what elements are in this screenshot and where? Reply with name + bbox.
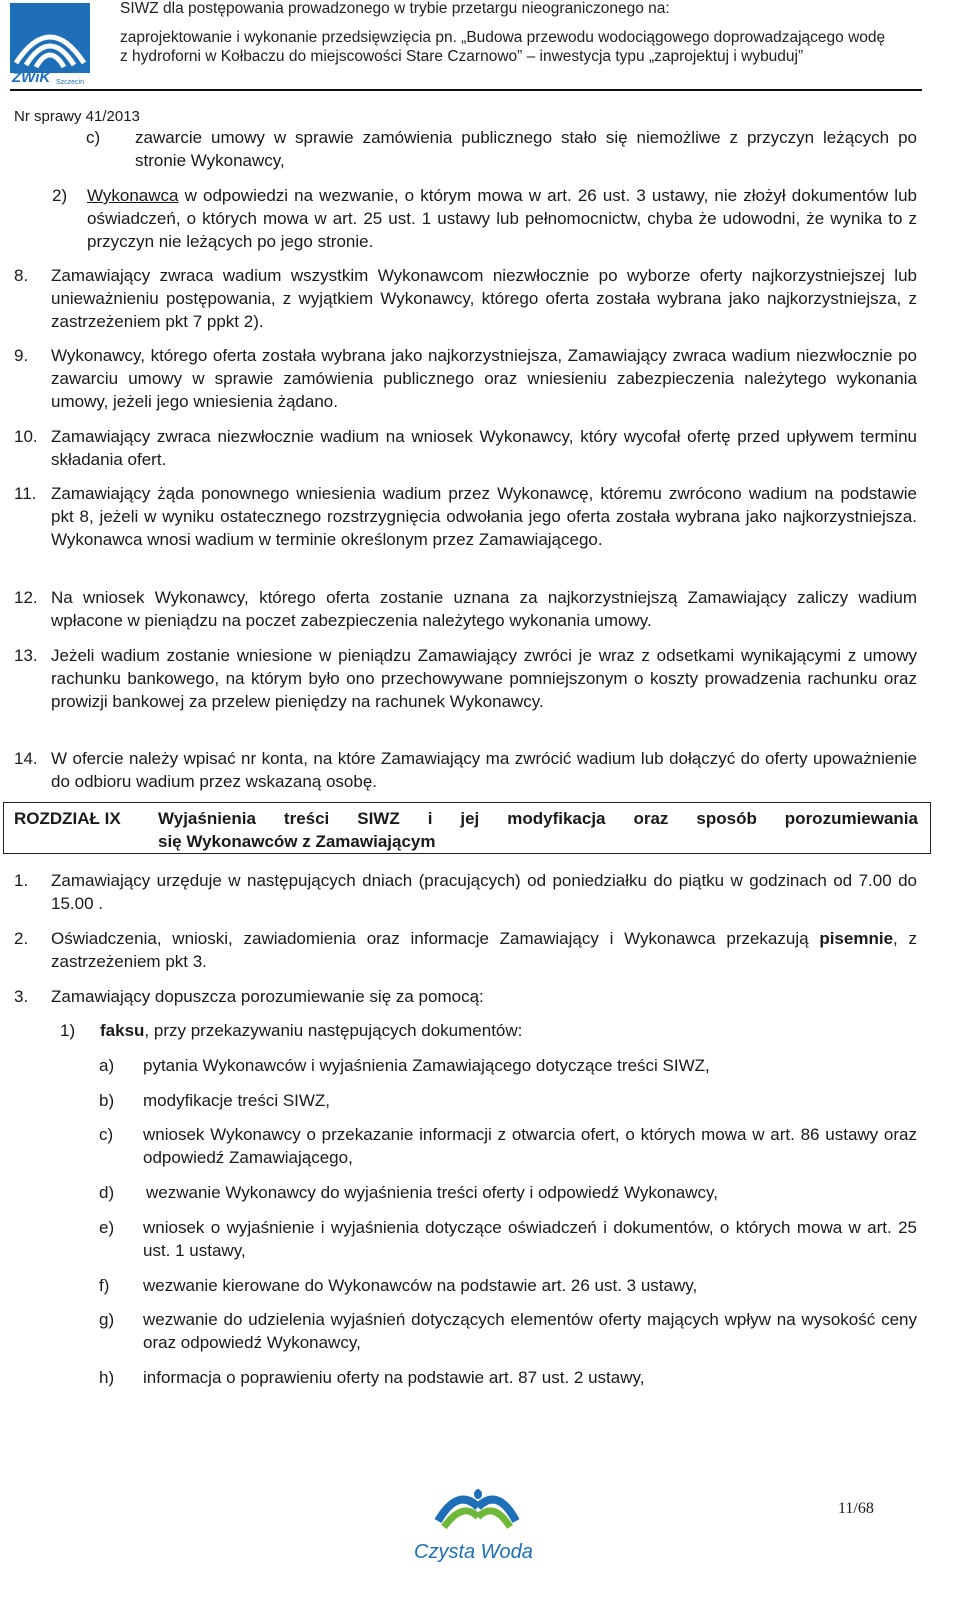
header-subject-line1: zaprojektowanie i wykonanie przedsięwzięcia pn. „Budowa przewodu wodociągowego doprowadzającego wodę [120,29,886,46]
section-number: 2. [14,929,29,948]
footer-logo-text: Czysta Woda [414,1541,533,1563]
item-marker: 2) [52,186,68,205]
chapter-heading [14,807,121,830]
letter-marker: a) [99,1056,115,1075]
letter-marker: b) [99,1091,115,1110]
point-number: 8. [14,266,29,285]
section-text: Zamawiający urzęduje w następujących dniach (pracujących) od poniedziałku do piątku w godzinach od 7.00 do 15.00 . [51,871,917,913]
letter-text: wniosek o wyjaśnienie i wyjaśnienia dotyczące oświadczeń i dokumentów, o których mowa w art. 25 ust. 1 ustawy, [143,1218,917,1260]
section-number: 1. [14,871,29,890]
wykonawca-link[interactable]: Wykonawca [87,186,179,205]
point-text: Na wniosek Wykonawcy, którego oferta zostanie uznana za najkorzystniejszą Zamawiający zaliczy wadium wpłacone w pieniądzu na poczet zabezpieczenia należytego wykonania umowy. [51,588,917,630]
letter-text: wezwanie kierowane do Wykonawców na podstawie art. 26 ust. 3 ustawy, [143,1276,698,1295]
letter-marker: h) [99,1368,115,1387]
point-number: 11. [14,484,37,503]
header-divider [10,89,922,91]
letter-marker: f) [99,1276,110,1295]
letter-text: pytania Wykonawców i wyjaśnienia Zamawiającego dotyczące treści SIWZ, [143,1056,710,1075]
letter-text: wniosek Wykonawcy o przekazanie informacji z otwarcia ofert, o których mowa w art. 86 ustawy oraz odpowiedź Zamawiającego, [143,1125,917,1167]
point-text: W ofercie należy wpisać nr konta, na które Zamawiający ma zwrócić wadium lub dołączyć do oferty upoważnienie do odbioru wadium przez wskazaną osobę. [51,749,917,791]
case-number: Nr sprawy 41/2013 [14,108,140,125]
point-number: 10. [14,427,38,446]
point-number: 13. [14,646,38,665]
point-text: Zamawiający zwraca wadium wszystkim Wykonawcom niezwłocznie po wyborze oferty najkorzystniejszej lub unieważnieniu postępowania, z wyjątkiem Wykonawcy, którego oferta została wybrana jako najkorzystniejsza, z zastrzeżeniem pkt 7 ppkt 2). [51,266,917,331]
letter-marker: g) [99,1310,115,1329]
item-text: Wykonawca w odpowiedzi na wezwanie, o którym mowa w art. 26 ust. 3 ustawy, nie złożył dokumentów lub oświadczeń, o których mowa w art. 25 ust. 1 ustawy lub pełnomocnictw, chyba że udowodni, że wynika to z przyczyn nie leżących po jego stronie. [87,186,917,251]
sub-item-marker: 1) [60,1021,76,1040]
letter-text: wezwanie Wykonawcy do wyjaśnienia treści oferty i odpowiedź Wykonawcy, [146,1183,718,1202]
czysta-woda-logo [408,1487,548,1567]
item-text: zawarcie umowy w sprawie zamówienia publicznego stało się niemożliwe z przyczyn leżących po stronie Wykonawcy, [135,128,917,170]
section-text: Oświadczenia, wnioski, zawiadomienia oraz informacje Zamawiający i Wykonawca przekazują pisemnie, z zastrzeżeniem pkt 3. [51,929,917,971]
item-marker: c) [86,128,101,147]
chapter-title-line1: Wyjaśnienia treści SIWZ i jej modyfikacja oraz sposób porozumiewania [158,809,918,828]
logo-wordmark: ZWiK [12,69,51,86]
point-text: Wykonawcy, którego oferta została wybrana jako najkorzystniejsza, Zamawiający zwraca wadium niezwłocznie po zawarciu umowy w sprawie zamówienia publicznego oraz wniesieniu zabezpieczenia należytego wykonania umowy, jeżeli jego wniesienia żądano. [51,346,917,411]
point-text: Jeżeli wadium zostanie wniesione w pieniądzu Zamawiający zwróci je wraz z odsetkami wynikającymi z umowy rachunku bankowego, na którym było ono przechowywane pomniejszonym o koszty prowadzenia rachunku oraz prowizji bankowej za przelew pieniędzy na rachunek Wykonawcy. [51,646,917,711]
section-text: Zamawiający dopuszcza porozumiewanie się za pomocą: [51,987,484,1006]
point-text: Zamawiający żąda ponownego wniesienia wadium przez Wykonawcę, któremu zwrócono wadium na podstawie pkt 8, jeżeli w wyniku ostatecznego rozstrzygnięcia odwołania jego oferta została wybrana jako najkorzystniejsza. Wykonawca wnosi wadium w terminie określonym przez Zamawiającego. [51,484,917,549]
point-number: 14. [14,749,38,768]
zwik-logo [10,3,90,89]
chapter-label: ROZDZIAŁ IX [14,809,121,828]
point-number: 9. [14,346,29,365]
page-number: 11/68 [838,1500,874,1517]
point-text: Zamawiający zwraca niezwłocznie wadium na wniosek Wykonawcy, który wycofał ofertę przed upływem terminu składania ofert. [51,427,917,469]
section-number: 3. [14,987,29,1006]
point-number: 12. [14,588,38,607]
logo-subtext: Szczecin [56,79,85,86]
letter-marker: d) [99,1183,115,1202]
sub-item-text: faksu, przy przekazywaniu następujących dokumentów: [100,1021,523,1040]
letter-marker: c) [99,1125,114,1144]
letter-marker: e) [99,1218,115,1237]
letter-text: informacja o poprawieniu oferty na podstawie art. 87 ust. 2 ustawy, [143,1368,645,1387]
header-title: SIWZ dla postępowania prowadzonego w trybie przetargu nieograniczonego na: [120,0,670,17]
header-subject-line2: z hydroforni w Kołbaczu do miejscowości Stare Czarnowo” – inwestycja typu „zaprojektuj i wybuduj” [120,48,804,65]
letter-text: wezwanie do udzielenia wyjaśnień dotyczących elementów oferty mających wpływ na wysokość ceny oraz odpowiedź Wykonawcy, [143,1310,917,1352]
chapter-title-line2: się Wykonawców z Zamawiającym [158,832,436,851]
letter-text: modyfikacje treści SIWZ, [143,1091,331,1110]
